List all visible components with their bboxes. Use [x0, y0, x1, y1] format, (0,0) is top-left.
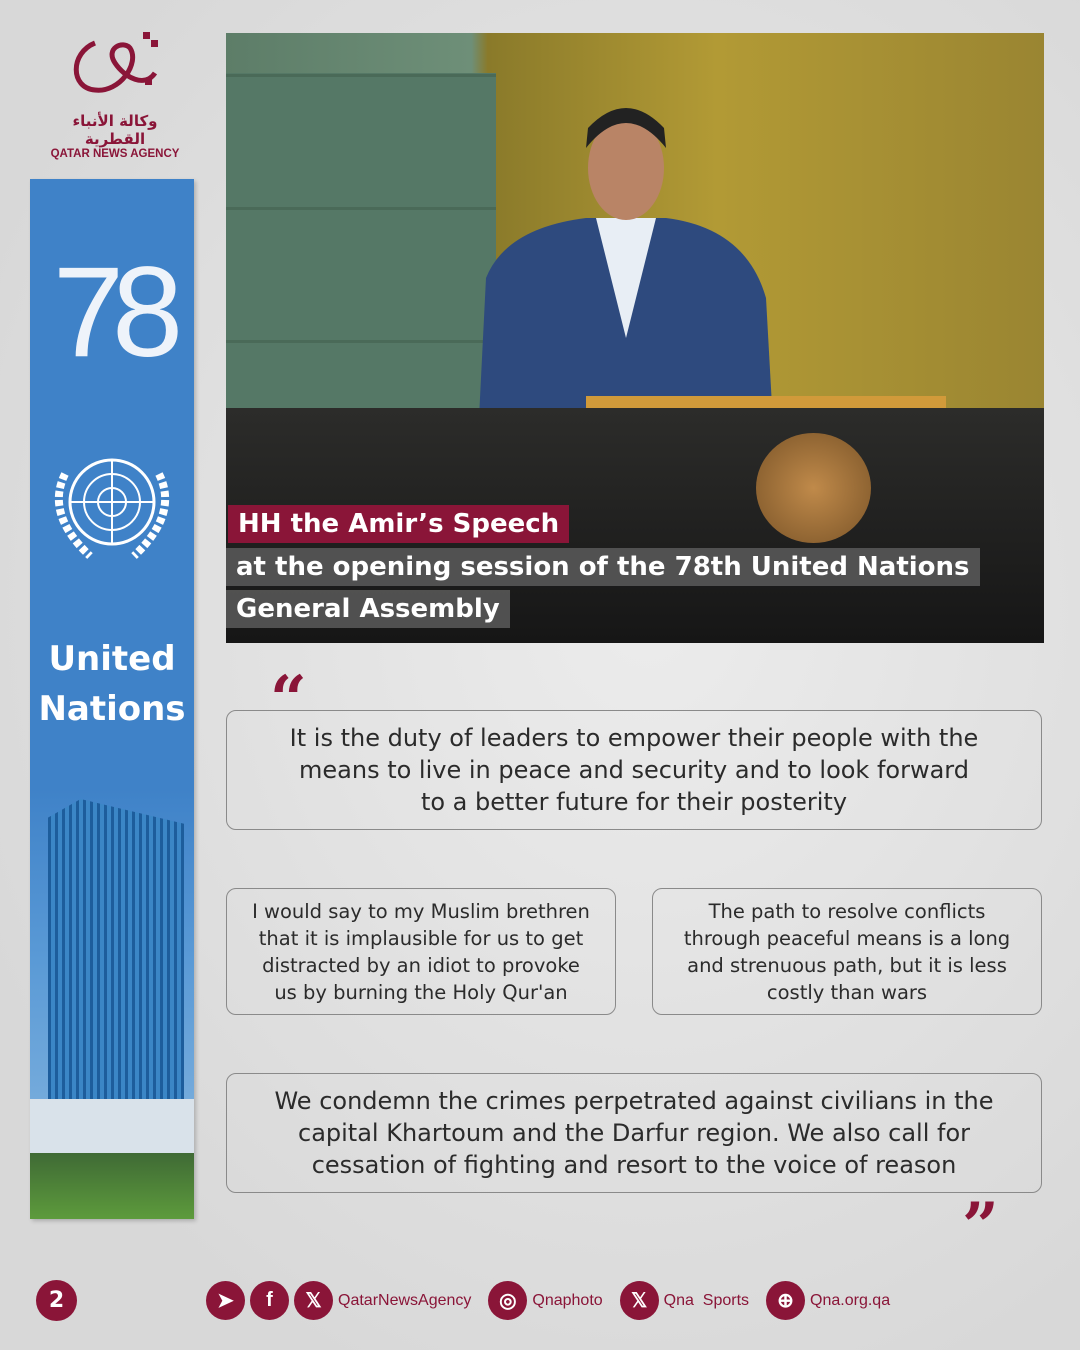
un-emblem-icon — [40, 444, 184, 568]
session-number: 78 — [52, 241, 172, 384]
sidebar-panel — [30, 179, 194, 1219]
quote-line: and strenuous path, but it is less — [687, 953, 1007, 977]
qna-emblem-icon — [65, 28, 165, 108]
x-icon[interactable]: 𝕏 — [294, 1281, 333, 1320]
logo-arabic: وكالة الأنباء القطرية — [72, 112, 158, 148]
globe-icon[interactable]: ⊕ — [766, 1281, 805, 1320]
title-line: Nations — [38, 689, 186, 729]
quote-box — [226, 1073, 1042, 1193]
quote-line: that it is implausible for us to get — [258, 926, 584, 950]
quote-box — [226, 710, 1042, 830]
qna-logo — [40, 28, 190, 160]
quote-line: capital Khartoum and the Darfur region. We also call for — [298, 1119, 970, 1147]
quote-line: us by burning the Holy Qur'an — [274, 980, 568, 1004]
logo-english: QATAR NEWS AGENCY — [50, 148, 180, 160]
quote-line: It is the duty of leaders to empower their people with the — [289, 724, 979, 752]
quote-line: costly than wars — [766, 980, 928, 1004]
speech-photo — [226, 33, 1044, 643]
un-podium-emblem — [756, 433, 871, 543]
open-quote-icon: “ — [270, 662, 307, 737]
united-nations-title — [30, 634, 194, 734]
quote-box — [652, 888, 1042, 1015]
page-number: 2 — [36, 1280, 77, 1321]
x-icon[interactable]: 𝕏 — [620, 1281, 659, 1320]
title-line: United — [48, 639, 176, 679]
quote-box — [226, 888, 616, 1015]
sports-handle[interactable]: Qna Sports — [663, 1291, 750, 1309]
instagram-handle[interactable]: Qnaphoto — [532, 1291, 603, 1309]
quote-line: cessation of fighting and resort to the voice of reason — [311, 1151, 957, 1179]
quote-line: The path to resolve conflicts — [708, 899, 986, 923]
website-link[interactable]: Qna.org.qa — [810, 1291, 891, 1309]
quote-line: I would say to my Muslim brethren — [252, 899, 590, 923]
social-footer — [206, 1281, 890, 1320]
caption-line: at the opening session of the 78th United Nations — [226, 548, 980, 586]
un-headquarters-image — [30, 789, 194, 1219]
close-quote-icon: ” — [962, 1189, 999, 1264]
quote-line: We condemn the crimes perpetrated against civilians in the — [274, 1087, 994, 1115]
quote-line: through peaceful means is a long — [683, 926, 1011, 950]
caption-title: HH the Amir’s Speech — [228, 505, 569, 543]
quote-line: to a better future for their posterity — [420, 788, 848, 816]
caption-line: General Assembly — [226, 590, 510, 628]
social-handle[interactable]: QatarNewsAgency — [338, 1291, 472, 1309]
instagram-icon[interactable]: ◎ — [488, 1281, 527, 1320]
facebook-icon[interactable]: f — [250, 1281, 289, 1320]
telegram-icon[interactable]: ➤ — [206, 1281, 245, 1320]
quote-line: means to live in peace and security and to look forward — [299, 756, 969, 784]
quote-line: distracted by an idiot to provoke — [262, 953, 580, 977]
